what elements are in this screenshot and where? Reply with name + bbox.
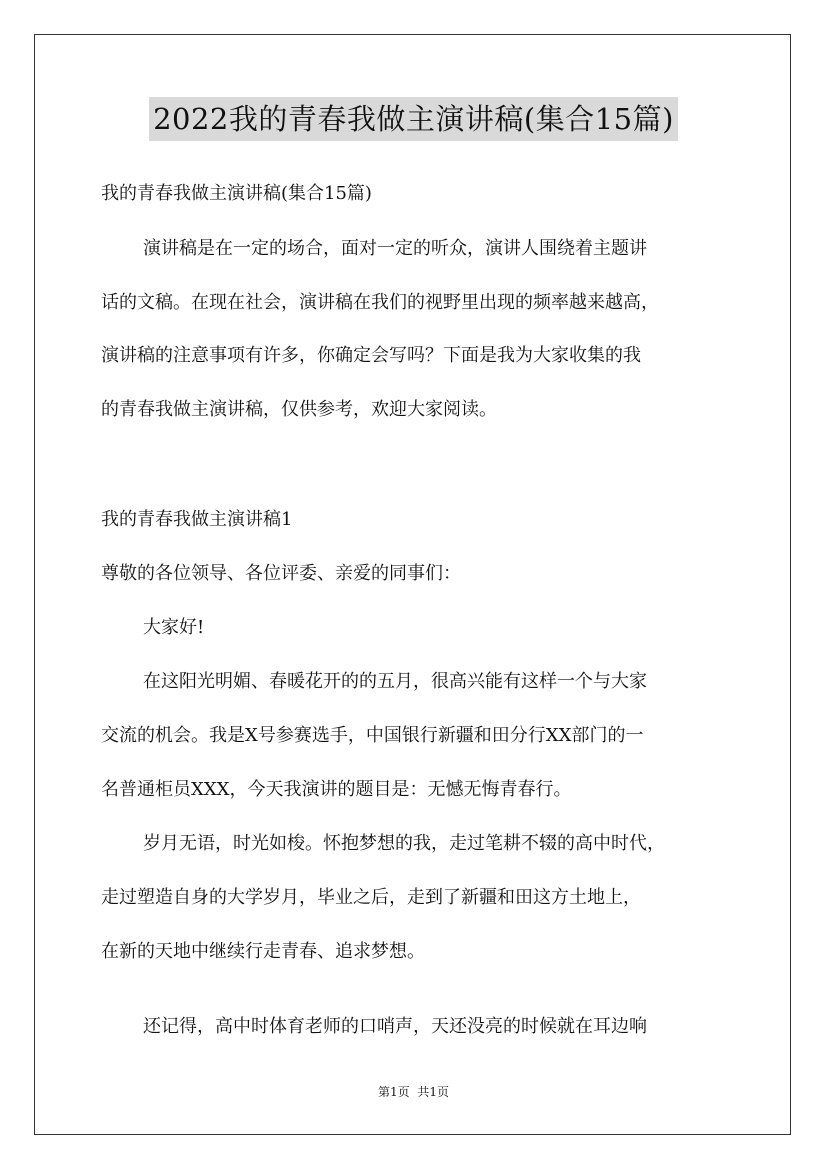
paragraph-line: 走过塑造自身的大学岁月，毕业之后，走到了新疆和田这方土地上， <box>101 887 641 908</box>
paragraph-line: 在这阳光明媚、春暖花开的的五月，很高兴能有这样一个与大家 <box>143 671 647 692</box>
greeting-line: 大家好! <box>143 617 205 638</box>
paragraph-line: 话的文稿。在现在社会，演讲稿在我们的视野里出现的频率越来越高， <box>101 292 659 313</box>
paragraph-line: 名普通柜员XXX，今天我演讲的题目是：无憾无悔青春行。 <box>101 779 572 800</box>
page-total: 共1页 <box>417 1085 450 1099</box>
page-footer <box>0 1084 827 1100</box>
section-heading: 我的青春我做主演讲稿1 <box>101 509 293 530</box>
paragraph-line: 还记得，高中时体育老师的口哨声，天还没亮的时候就在耳边响 <box>143 1016 647 1037</box>
salutation-line: 尊敬的各位领导、各位评委、亲爱的同事们： <box>101 563 461 584</box>
paragraph-line: 交流的机会。我是X号参赛选手，中国银行新疆和田分行XX部门的一 <box>101 725 644 746</box>
document-title: 2022我的青春我做主演讲稿(集合15篇) <box>149 97 678 141</box>
title-container <box>0 97 827 141</box>
paragraph-line: 演讲稿是在一定的场合，面对一定的听众，演讲人围绕着主题讲 <box>143 238 647 259</box>
paragraph-line: 岁月无语，时光如梭。怀抱梦想的我，走过笔耕不辍的高中时代， <box>143 833 665 854</box>
subtitle-line: 我的青春我做主演讲稿(集合15篇) <box>101 183 372 204</box>
paragraph-line: 演讲稿的注意事项有许多，你确定会写吗？下面是我为大家收集的我 <box>101 345 641 366</box>
paragraph-line: 在新的天地中继续行走青春、追求梦想。 <box>101 941 425 962</box>
page-number: 第1页 <box>377 1085 410 1099</box>
paragraph-line: 的青春我做主演讲稿，仅供参考，欢迎大家阅读。 <box>101 399 497 420</box>
